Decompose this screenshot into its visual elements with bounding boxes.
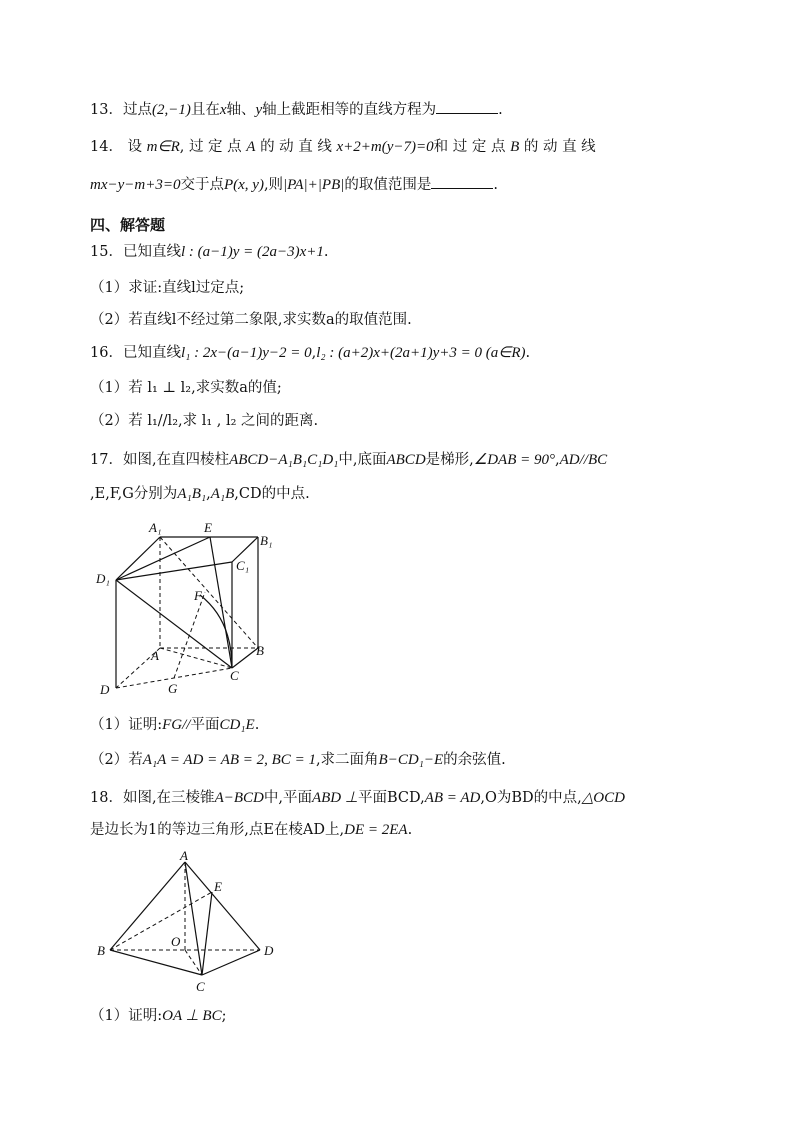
text: 轴、: [226, 102, 256, 118]
text: 的 动 直 线: [260, 139, 332, 155]
math: B: [510, 139, 520, 155]
text: , 过 定 点: [179, 139, 242, 155]
math-var: y: [255, 102, 263, 118]
math: l₂ : (a+2)x+(2a+1)y+3 = 0 (a∈R): [316, 345, 526, 361]
text: 平面BCD,: [357, 790, 425, 806]
text: ,: [206, 486, 211, 502]
text: 的 动 直 线: [523, 139, 596, 155]
label-g: G: [168, 681, 178, 696]
math: P(x, y): [223, 177, 264, 193]
math-point: (2,−1): [151, 102, 191, 118]
label-c1: C₁: [236, 558, 250, 573]
math: A₁B: [210, 486, 235, 502]
text: .: [407, 822, 413, 838]
text: 且在: [190, 102, 220, 118]
label-d1: D₁: [96, 571, 110, 586]
math: AB = AD: [424, 790, 481, 806]
text: 14． 设: [90, 139, 143, 155]
math: A₁A = AD = AB = 2, BC = 1: [142, 752, 316, 768]
math: DE = 2EA: [344, 822, 408, 838]
text: .: [493, 177, 498, 193]
text: 18．如图,在三棱锥: [90, 790, 215, 806]
label-f: F: [194, 588, 202, 603]
label-d: D: [264, 943, 274, 958]
text: 平面: [190, 717, 220, 733]
math: ∠DAB = 90°: [473, 452, 555, 468]
label-e: E: [204, 520, 212, 535]
text: 和 过 定 点: [433, 139, 506, 155]
math: l₁ : 2x−(a−1)y−2 = 0: [180, 345, 312, 361]
text: ,: [555, 452, 560, 468]
math: ABCD−A₁B₁C₁D₁: [229, 452, 339, 468]
text: ,E,F,G分别为: [90, 486, 178, 502]
text: .: [254, 717, 260, 733]
text: （2）若: [90, 752, 143, 768]
math: mx−y−m+3=0: [90, 177, 181, 193]
math: CD₁E: [219, 717, 255, 733]
text: 15．已知直线: [90, 244, 181, 260]
math: ABCD: [386, 452, 426, 468]
math: m∈R: [146, 139, 180, 155]
text: 中,底面: [338, 452, 387, 468]
text: 16．已知直线: [90, 345, 181, 361]
label-c: C: [196, 979, 205, 994]
math-var: x: [219, 102, 227, 118]
problem-16-part-1: （1）若 l₁ ⊥ l₂,求实数a的值;: [90, 380, 282, 396]
math: OA ⊥ BC: [162, 1008, 222, 1024]
math: FG//: [162, 717, 191, 733]
label-e: E: [214, 879, 222, 894]
math: A−BCD: [214, 790, 264, 806]
label-o: O: [171, 934, 181, 949]
text: .: [525, 345, 531, 361]
label-d: D: [100, 682, 110, 697]
text: 是边长为1的等边三角形,点E在棱AD上,: [90, 822, 345, 838]
label-a: A: [180, 848, 188, 863]
label-a1: A₁: [149, 520, 162, 535]
section-heading: 四、解答题: [90, 216, 166, 234]
text: ,则: [263, 177, 284, 193]
math: B−CD₁−E: [378, 752, 444, 768]
problem-18-part-1: [90, 1006, 226, 1026]
text: （1）证明:: [90, 717, 163, 733]
text: 轴上截距相等的直线方程为: [262, 102, 437, 118]
text: （1）证明:: [90, 1008, 163, 1024]
text: 交于点: [180, 177, 224, 193]
text: ,: [311, 345, 317, 361]
text: ,CD的中点.: [234, 486, 310, 502]
math: x+2+m(y−7)=0: [336, 139, 434, 155]
problem-15-part-1: （1）求证:直线l过定点;: [90, 280, 245, 296]
math: A₁B₁: [177, 486, 207, 502]
problem-15-part-2: （2）若直线l不经过第二象限,求实数a的取值范围.: [90, 312, 412, 328]
text: ;: [221, 1008, 227, 1024]
label-c: C: [230, 668, 239, 683]
math: △OCD: [581, 790, 625, 806]
math: A: [246, 139, 256, 155]
math: |PA|+|PB|: [283, 177, 345, 193]
text: ,求二面角: [315, 752, 379, 768]
text: .: [323, 244, 329, 260]
label-b: B: [256, 643, 264, 658]
label-a: A: [151, 648, 159, 663]
text: ,O为BD的中点,: [480, 790, 582, 806]
text: 中,平面: [263, 790, 312, 806]
math: l : (a−1)y = (2a−3)x+1: [180, 244, 324, 260]
text: 13．过点: [90, 102, 152, 118]
text: 的余弦值.: [443, 752, 506, 768]
text: 的取值范围是: [344, 177, 432, 193]
text: 是梯形,: [425, 452, 474, 468]
text: 17．如图,在直四棱柱: [90, 452, 230, 468]
text: .: [498, 102, 503, 118]
label-b: B: [97, 943, 105, 958]
math: ABD ⊥: [311, 790, 358, 806]
math: AD//BC: [559, 452, 608, 468]
label-b1: B₁: [260, 533, 273, 548]
problem-16-part-2: （2）若 l₁//l₂,求 l₁ , l₂ 之间的距离.: [90, 413, 319, 429]
